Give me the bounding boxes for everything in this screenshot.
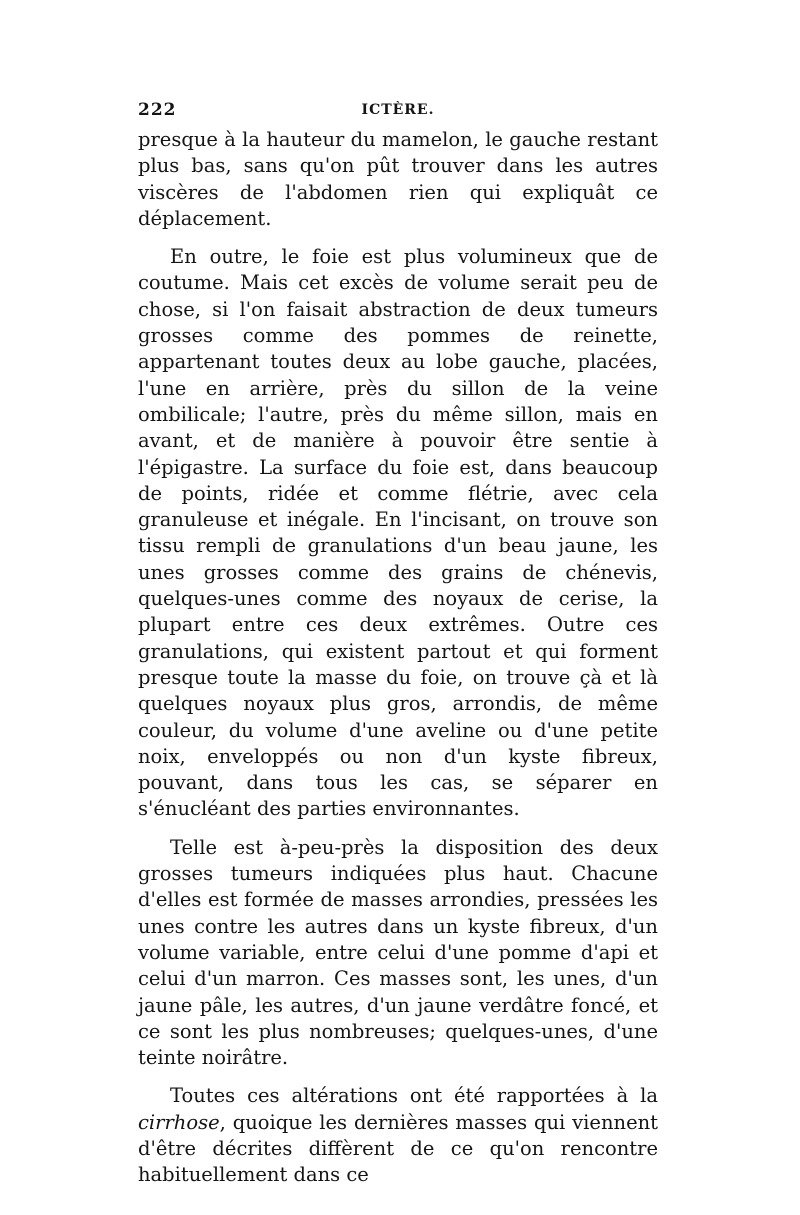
paragraph-liver-description: En outre, le foie est plus volumineux que de coutume. Mais cet excès de volume serait peu de chose, si l'on faisait abstraction de deux tumeurs grosses comme des pommes de reinette, appartenant toutes deux au lobe gauche, placées, l'une en arrière, près du sillon de la veine ombilicale; l'autre, près du même sillon, mais en avant, et de manière à pouvoir être sentie à l'épigastre. La surface du foie est, dans beaucoup de points, ridée et comme flétrie, avec cela granuleuse et inégale. En l'incisant, on trouve son tissu rempli de granulations d'un beau jaune, les unes grosses comme des grains de chénevis, quelques-unes comme des noyaux de cerise, la plupart entre ces deux extrêmes. Outre ces granulations, qui existent partout et qui forment presque toute la masse du foie, on trouve çà et là quelques noyaux plus gros, arrondis, de même couleur, du volume d'une aveline ou d'une petite noix, enveloppés ou non d'un kyste fibreux, pouvant, dans tous les cas, se séparer en s'énucléant des parties environnantes. bbox=[138, 245, 658, 821]
page-header bbox=[138, 100, 658, 124]
emphasized-term: cirrhose bbox=[138, 1110, 220, 1134]
body-text bbox=[138, 127, 658, 1189]
running-title: ICTÈRE. bbox=[361, 102, 435, 118]
paragraph-cirrhosis bbox=[138, 1083, 658, 1188]
paragraph-tumor-description: Telle est à-peu-près la disposition des deux grosses tumeurs indiquées plus haut. Chacune d'elles est formée de masses arrondies, pressées les unes contre les autres dans un kyste fibreux, d'un volume variable, entre celui d'une pomme d'api et celui d'un marron. Ces masses sont, les unes, d'un jaune pâle, les autres, d'un jaune verdâtre foncé, et ce sont les plus nombreuses; quelques-unes, d'une teinte noirâtre. bbox=[138, 835, 658, 1070]
paragraph-text-before-emphasis: Toutes ces altérations ont été rapportées à la bbox=[170, 1084, 658, 1108]
page-number: 222 bbox=[138, 100, 177, 120]
paragraph-continuation: presque à la hauteur du mamelon, le gauche restant plus bas, sans qu'on pût trouver dans les autres viscères de l'abdomen rien qui expliquât ce déplacement. bbox=[138, 128, 658, 230]
paragraph-text-after-emphasis: , quoique les dernières masses qui viennent d'être décrites diffèrent de ce qu'on rencontre habituellement dans ce bbox=[138, 1110, 658, 1187]
